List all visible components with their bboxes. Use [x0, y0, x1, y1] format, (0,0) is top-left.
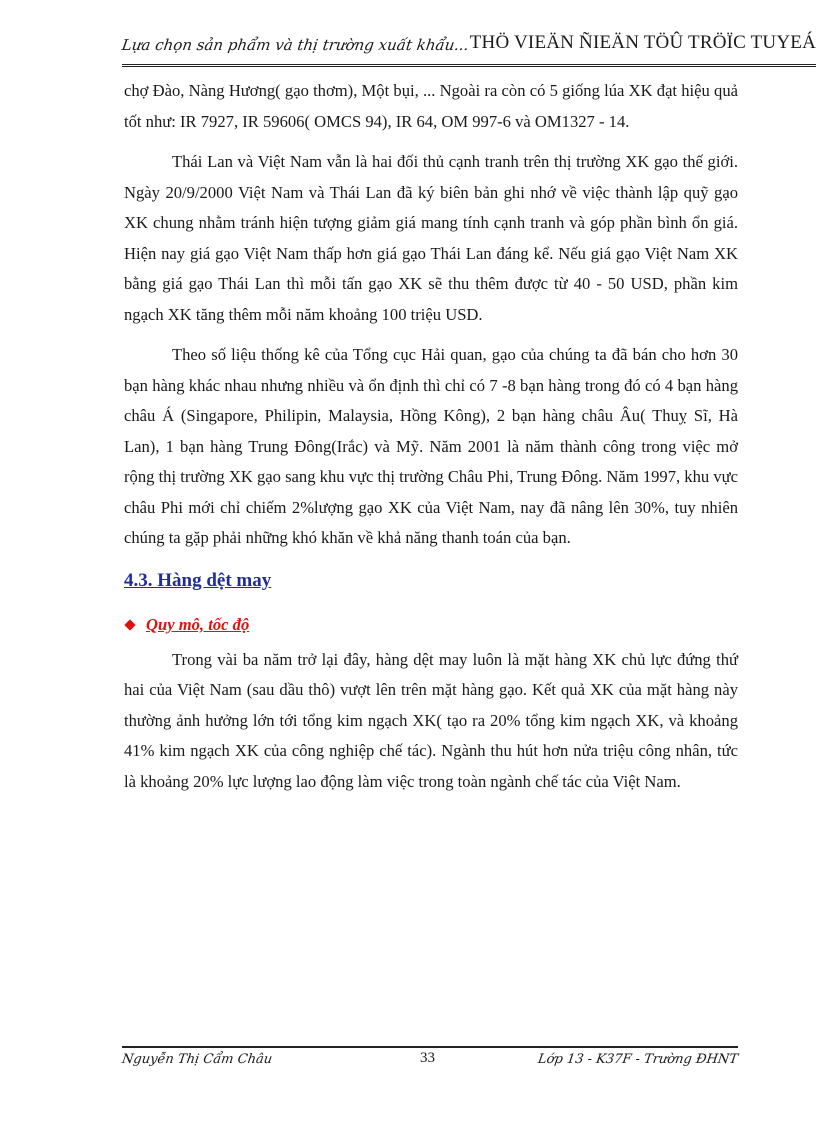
footer-class: Lớp 13 - K37F - Trường ĐHNT [537, 1052, 740, 1067]
subheading-label: Quy mô, tốc độ [146, 615, 250, 634]
page-number: 33 [420, 1050, 435, 1066]
paragraph-textile-scale: Trong vài ba năm trở lại đây, hàng dệt may luôn là mặt hàng XK chủ lực đứng thứ hai của Việt Nam (sau dầu thô) vượt lên trên mặt hàng gạo. Kết quả XK của mặt hàng này thường ảnh hưởng lớn tới tổng kim ngạch XK( tạo ra 20% tổng kim ngạch XK, và khoảng 41% kim ngạch XK của công nghiệp chế tác). Ngành thu hút hơn nửa triệu công nhân, tức là khoảng 20% lực lượng lao động làm việc trong toàn ngành chế tác của Việt Nam. [124, 649, 738, 791]
page-footer [122, 1046, 738, 1074]
page-header [122, 30, 816, 67]
footer-author: Nguyễn Thị Cẩm Châu [120, 1052, 274, 1067]
paragraph-continued: chợ Đào, Nàng Hương( gạo thơm), Một bụi, ... Ngoài ra còn có 5 giống lúa XK đạt hiệu quả tốt như: IR 7927, IR 59606( OMCS 94), IR 64, OM 997-6 và OM1327 - 14. [124, 81, 738, 131]
diamond-bullet-icon [124, 620, 135, 631]
subheading [124, 610, 738, 641]
paragraph-customs-statistics: Theo số liệu thống kê của Tổng cục Hải quan, gạo của chúng ta đã bán cho hơn 30 bạn hàng khác nhau nhưng nhiều và ổn định thì chỉ có 7 -8 bạn hàng trong đó có 4 bạn hàng châu Á (Singapore, Philipin, Malaysia, Hồng Kông), 2 bạn hàng châu Âu( Thuỵ Sĩ, Hà Lan), 1 bạn hàng Trung Đông(Irắc) và Mỹ. Năm 2001 là năm thành công trong việc mở rộng thị trường XK gạo sang khu vực thị trường Châu Phi, Trung Đông. Năm 1997, khu vực châu Phi mới chỉ chiếm 2%lượng gạo XK của Việt Nam, nay đã nâng lên 30%, tuy nhiên chúng ta gặp phải những khó khăn về khả năng thanh toán của bạn. [124, 345, 739, 547]
section-heading: 4.3. Hàng dệt may [124, 569, 272, 591]
document-body [124, 76, 738, 807]
header-document-title: Lựa chọn sản phẩm và thị trường xuất khẩu... [120, 36, 471, 54]
paragraph-thai-competition: Thái Lan và Việt Nam vẫn là hai đối thủ cạnh tranh trên thị trường XK gạo thế giới. Ngày 20/9/2000 Việt Nam và Thái Lan đã ký biên bản ghi nhớ về việc thành lập quỹ gạo XK chung nhằm tránh hiện tượng giảm giá mang tính cạnh tranh và góp phần bình ổn giá. Hiện nay giá gạo Việt Nam thấp hơn giá gạo Thái Lan đáng kể. Nếu giá gạo Việt Nam XK bằng giá gạo Thái Lan thì mỗi tấn gạo XK sẽ thu thêm được từ 40 - 50 USD, phần kim ngạch XK tăng thêm mỗi năm khoảng 100 triệu USD. [124, 152, 738, 324]
header-library-title: THÖ VIEÄN ÑIEÄN TÖÛ TRÖÏC TUYEÁ [469, 32, 816, 53]
